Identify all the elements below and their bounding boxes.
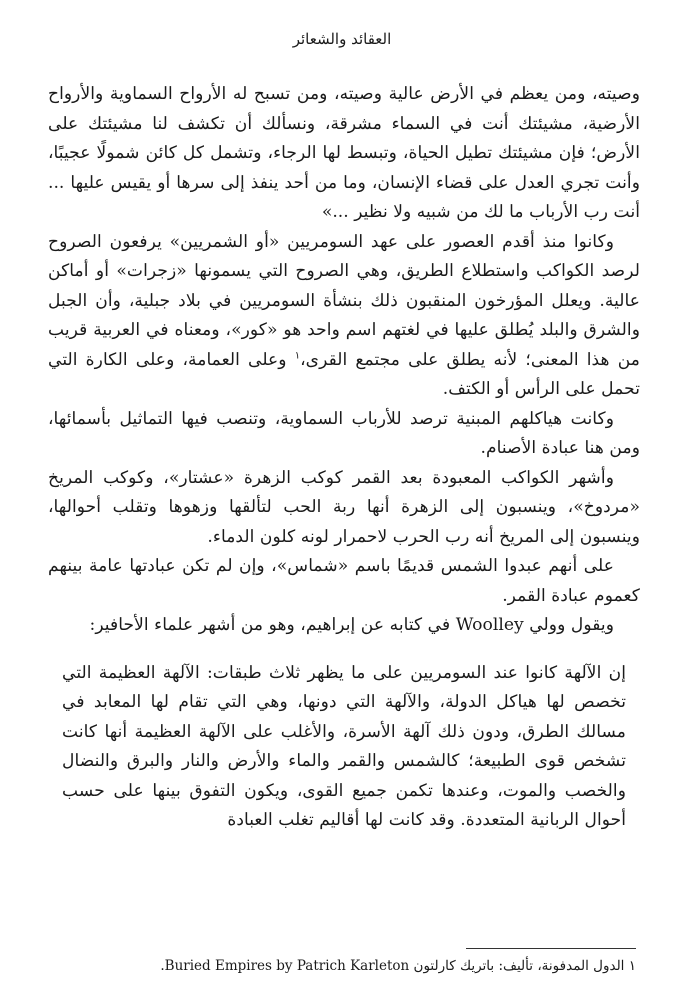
paragraph-2-text: وكانوا منذ أقدم العصور على عهد السومريين «أو الشمريين» يرفعون الصروح لرصد الكواكب واستطلاع الطريق، وهي الصروح التي يسمونها «زجرات» أو أماكن عالية. ويعلل المؤرخون المنقبون ذلك بنشأة السومريين في بلاد جبلية، وأن الجبل والشرق والبلد يُطلق عليها في لغتهم اسم واحد هو «كور»، ومعناه في العربية قريب من هذا المعنى؛ لأنه يطلق على مجتمع القرى، [48, 231, 640, 370]
footnote-text: الدول المدفونة، تأليف: باتريك كارلتون Buried Empires by Patrich Karleton. [160, 958, 625, 974]
paragraph-2 [48, 228, 640, 405]
paragraph-2-tail: وعلى العمامة، وعلى الكارة التي تحمل على الرأس أو الكتف. [48, 349, 640, 399]
block-quote: إن الآلهة كانوا عند السومريين على ما يظهر ثلاث طبقات: الآلهة العظيمة التي تخصص لها هياكل الدولة، والآلهة التي دونها، وهي التي تقام لها المعابد في مسالك الطرق، ودون ذلك آلهة الأسرة، والأغلب على الآلهة العظيمة أنها كانت تشخص قوى الطبيعة؛ كالشمس والقمر والماء والأرض والنار والبرق والنضال والخصب والموت، وعندها تكمن جميع القوى، ويكون التفوق بينها على حسب أحوال الربانية المتعددة. وقد كانت لها أقاليم تغلب العبادة [62, 662, 626, 830]
footnote-ref[interactable]: ١ [294, 349, 301, 361]
paragraph-4: وأشهر الكواكب المعبودة بعد القمر كوكب الزهرة «عشتار»، وكوكب المريخ «مردوخ»، وينسبون إلى الزهرة أنها ربة الحب لتألقها وزهوها وتقلب أحوالها، وينسبون إلى المريخ أنه رب الحرب لاحمرار لونه كلون الدماء. [48, 467, 640, 547]
footnote [44, 958, 636, 974]
paragraph-3: وكانت هياكلهم المبنية ترصد للأرباب السماوية، وتنصب فيها التماثيل بأسمائها، ومن هنا عبادة الأصنام. [48, 408, 640, 458]
paragraph-5: على أنهم عبدوا الشمس قديمًا باسم «شماس»، وإن لم تكن عبادتها عامة بينهم كعموم عبادة القمر. [48, 556, 640, 606]
running-title: العقائد والشعائر [292, 30, 392, 48]
footnote-marker: ١ [628, 958, 636, 974]
body-text [48, 80, 640, 836]
paragraph-1: وصيته، ومن يعظم في الأرض عالية وصيته، ومن تسبح له الأرواح السماوية والأرواح الأرضية، مشيئتك أنت في السماء مشرقة، ونسألك أن تكشف لنا مشيئتك على الأرض؛ فإن مشيئتك تطيل الحياة، وتبسط لها الرجاء، وتشمل كل كائن شمولًا عجيبًا، وأنت تجري العدل على قضاء الإنسان، وما من أحد ينفذ إلى سرها أو يقيس عليها ... أنت رب الأرباب ما لك من شبيه ولا نظير ...» [48, 84, 640, 222]
paragraph-6: ويقول وولي Woolley في كتابه عن إبراهيم، وهو من أشهر علماء الأحافير: [89, 615, 614, 635]
footnote-divider [466, 948, 636, 949]
